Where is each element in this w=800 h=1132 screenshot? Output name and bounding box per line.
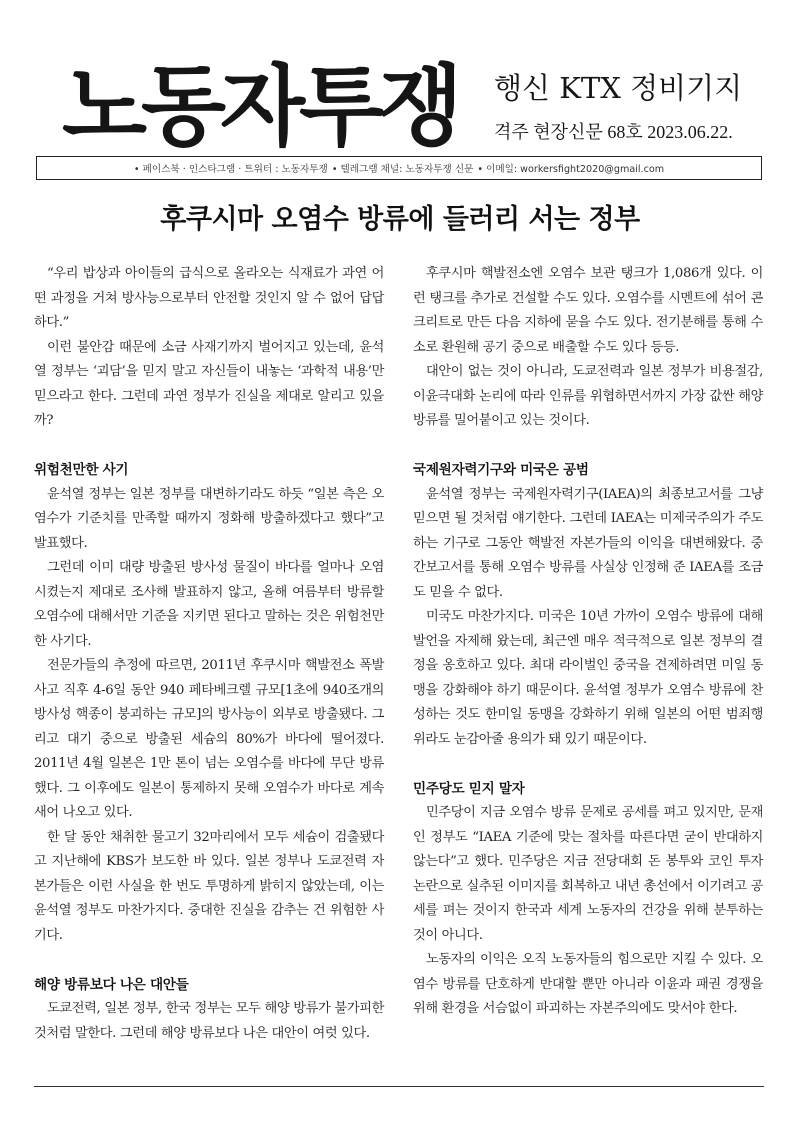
article-paragraph: 미국도 마찬가지다. 미국은 10년 가까이 오염수 방류에 대해 발언을 자제해 왔는데, 최근엔 매우 적극적으로 일본 정부의 결정을 옹호하고 있다. 최대 라이벌인 중국을 견제하려면 미일 동맹을 강화해야 하기 때문이다. 윤석열 정부가 오염수 방류에 찬성하는 것도 한미일 동맹을 강화하기 위해 일본의 어떤 범죄행위라도 눈감아줄 용의가 돼 있기 때문이다. (413, 609, 763, 747)
contact-telegram: • 텔레그램 채널: 노동자투쟁 신문 (331, 164, 474, 175)
section-heading: 해양 방류보다 나은 대안들 (34, 976, 189, 993)
section-heading: 민주당도 믿지 말자 (413, 780, 525, 797)
article-paragraph: “우리 밥상과 아이들의 급식으로 올라오는 식재료가 과연 어떤 과정을 거쳐 방사능으로부터 안전할 것인지 알 수 없어 답답하다.” (34, 266, 384, 330)
article-headline: 후쿠시마 오염수 방류에 들러리 서는 정부 (160, 204, 640, 235)
contact-email: • 이메일: workersfight2020@gmail.com (477, 164, 665, 175)
article-paragraph: 민주당이 지금 오염수 방류 문제로 공세를 펴고 있지만, 문재인 정부도 “IAEA 기준에 맞는 절차를 따른다면 굳이 반대하지 않는다”고 했다. 민주당은 지금 전당대회 돈 봉투와 코인 투자 논란으로 실추된 이미지를 회복하고 내년 총선에서 이기려고 공세를 펴는 것이지 한국과 세계 노동자의 건강을 위해 분투하는 것이 아니다. (413, 805, 763, 943)
section-spacer (34, 434, 384, 459)
contact-social: • 페이스북 · 인스타그램 · 트위터 : 노동자투쟁 (133, 164, 328, 175)
section-spacer (34, 948, 384, 973)
article-paragraph: 윤석열 정부는 일본 정부를 대변하기라도 하듯 “일본 측은 오염수가 기준치를 만족할 때까지 정화해 방출하겠다고 했다”고 발표했다. (34, 486, 384, 551)
issue-info: 격주 현장신문 68호 2023.06.22. (494, 122, 733, 142)
article-paragraph: 전문가들의 추정에 따르면, 2011년 후쿠시마 핵발전소 폭발 사고 직후 4-6일 동안 940 페타베크렐 규모[1초에 940조개의 방사성 핵종이 붕괴하는 규모]의 방사능이 외부로 방출됐다. 그리고 대기 중으로 방출된 세슘의 80%가 바다에 떨어졌다. 2011년 4월 일본은 1만 톤이 넘는 오염수를 바다에 무단 방류했다. 그 이후에도 일본이 통제하지 못해 오염수가 바다로 계속 새어 나오고 있다. (34, 658, 384, 820)
article-paragraph: 대안이 없는 것이 아니라, 도쿄전력과 일본 정부가 비용절감, 이윤극대화 논리에 따라 인류를 위협하면서까지 가장 값싼 해양 방류를 밀어붙이고 있는 것이다. (413, 364, 763, 428)
article-paragraph: 한 달 동안 채취한 물고기 32마리에서 모두 세슘이 검출됐다고 지난해에 KBS가 보도한 바 있다. 일본 정부나 도쿄전력 자본가들은 이런 사실을 한 번도 투명하게 밝히지 않았는데, 이는 윤석열 정부도 마찬가지다. 중대한 진실을 감추는 건 위험한 사기다. (34, 829, 384, 943)
article-paragraph: 노동자의 이익은 오직 노동자들의 힘으로만 지킬 수 있다. 오염수 방류를 단호하게 반대할 뿐만 아니라 이윤과 패권 경쟁을 위해 환경을 서슴없이 파괴하는 자본주의에도 맞서야 한다. (413, 952, 763, 1016)
masthead-logo: 노동자투쟁 (62, 54, 458, 158)
article-paragraph: 이런 불안감 때문에 소금 사재기까지 벌어지고 있는데, 윤석열 정부는 ‘괴담’을 믿지 말고 자신들이 내놓는 ‘과학적 내용’만 믿으라고 한다. 그런데 과연 정부가 진실을 제대로 알리고 있을까? (34, 339, 384, 428)
section-spacer (413, 434, 763, 459)
bottom-divider (34, 1086, 764, 1087)
section-heading: 위험천만한 사기 (34, 462, 129, 478)
contact-bar (36, 156, 762, 180)
article-paragraph: 윤석열 정부는 국제원자력기구(IAEA)의 최종보고서를 그냥 믿으면 될 것처럼 얘기한다. 그런데 IAEA는 미제국주의가 주도하는 기구로 그동안 핵발전 자본가들의 이익을 대변해왔다. 중간보고서를 통해 오염수 방류를 사실상 인정해 준 IAEA를 조금도 믿을 수 없다. (413, 486, 763, 600)
edition-title: 행신 KTX 정비기지 (494, 71, 743, 105)
article-paragraph: 후쿠시마 핵발전소엔 오염수 보관 탱크가 1,086개 있다. 이런 탱크를 추가로 건설할 수도 있다. 오염수를 시멘트에 섞어 콘크리트로 만든 다음 지하에 묻을 수도 있다. 전기분해를 통해 수소로 환원해 공기 중으로 배출할 수도 있다 등등. (413, 266, 763, 355)
article-paragraph: 그런데 이미 대량 방출된 방사성 물질이 바다를 얼마나 오염시켰는지 제대로 조사해 발표하지 않고, 올해 여름부터 방류할 오염수에 대해서만 기준을 지키면 된다고 말하는 것은 위험천만한 사기다. (34, 560, 384, 649)
section-heading: 국제원자력기구와 미국은 공범 (413, 462, 589, 478)
article-column-left (34, 262, 384, 1046)
article-column-right (413, 262, 763, 1022)
article-paragraph: 도쿄전력, 일본 정부, 한국 정부는 모두 해양 방류가 불가피한 것처럼 말한다. 그런데 해양 방류보다 나은 대안이 여럿 있다. (34, 1001, 384, 1041)
section-spacer (413, 752, 763, 777)
